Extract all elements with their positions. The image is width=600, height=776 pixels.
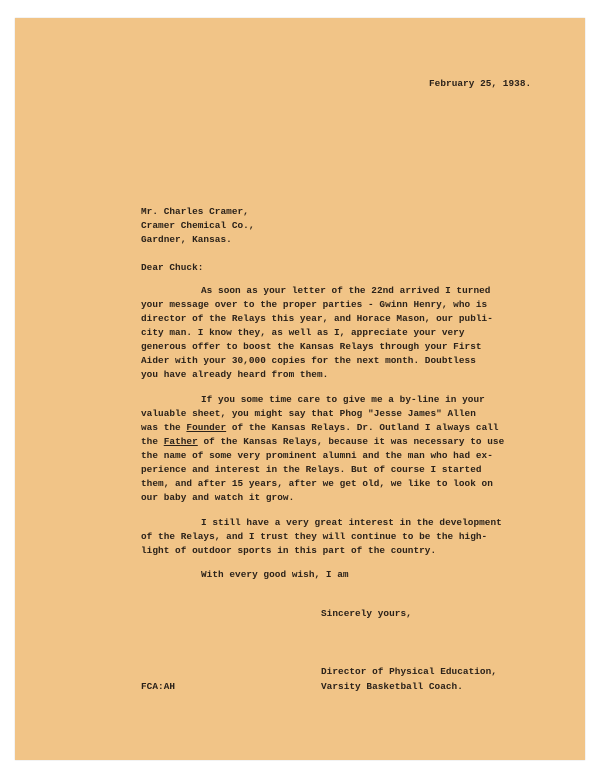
paragraph-1-line: Aider with your 30,000 copies for the next month. Doubtless [141,355,476,366]
recipient-company: Cramer Chemical Co., [141,220,255,231]
text-segment: of the Kansas Relays. Dr. Outland I always call [226,422,499,433]
recipient-name: Mr. Charles Cramer, [141,206,249,217]
text-segment: was the [141,422,187,433]
underlined-word: Founder [186,422,227,433]
paragraph-1-line: you have already heard from them. [141,369,329,380]
underlined-word: Father [163,436,198,447]
paragraph-2-line: the name of some very prominent alumni and the man who had ex- [141,450,493,461]
paragraph-1-line: your message over to the proper parties - Gwinn Henry, who is [141,299,488,310]
paragraph-2-line: perience and interest in the Relays. But of course I started [141,464,482,475]
paragraph-3-line: of the Relays, and I trust they will continue to be the high- [141,531,488,542]
paragraph-2-line [141,436,504,447]
paragraph-2-line [141,422,499,433]
salutation: Dear Chuck: [141,262,204,273]
paragraph-1-line: director of the Relays this year, and Horace Mason, our publi- [141,313,493,324]
text-segment: of the Kansas Relays, because it was necessary to use [197,436,505,447]
paragraph-1-line: generous offer to boost the Kansas Relays through your First [141,341,482,352]
closing: Sincerely yours, [321,608,412,619]
good-wish-line: With every good wish, I am [201,569,349,580]
paragraph-2-line: our baby and watch it grow. [141,492,295,503]
letter-page [15,18,585,760]
recipient-address: Gardner, Kansas. [141,234,232,245]
paragraph-3-line: light of outdoor sports in this part of the country. [141,545,437,556]
letter-date: February 25, 1938. [429,78,532,89]
paragraph-2-line: If you some time care to give me a by-line in your [201,394,485,405]
paragraph-1-line: city man. I know they, as well as I, appreciate your very [141,327,465,338]
paragraph-2-line: them, and after 15 years, after we get old, we like to look on [141,478,493,489]
paragraph-3-line: I still have a very great interest in the development [201,517,502,528]
text-segment: the [141,436,164,447]
signature-title-2: Varsity Basketball Coach. [321,681,463,692]
paragraph-2-line: valuable sheet, you might say that Phog "Jesse James" Allen [141,408,476,419]
typist-initials: FCA:AH [141,681,176,692]
paragraph-1-line: As soon as your letter of the 22nd arrived I turned [201,285,491,296]
signature-title-1: Director of Physical Education, [321,666,497,677]
